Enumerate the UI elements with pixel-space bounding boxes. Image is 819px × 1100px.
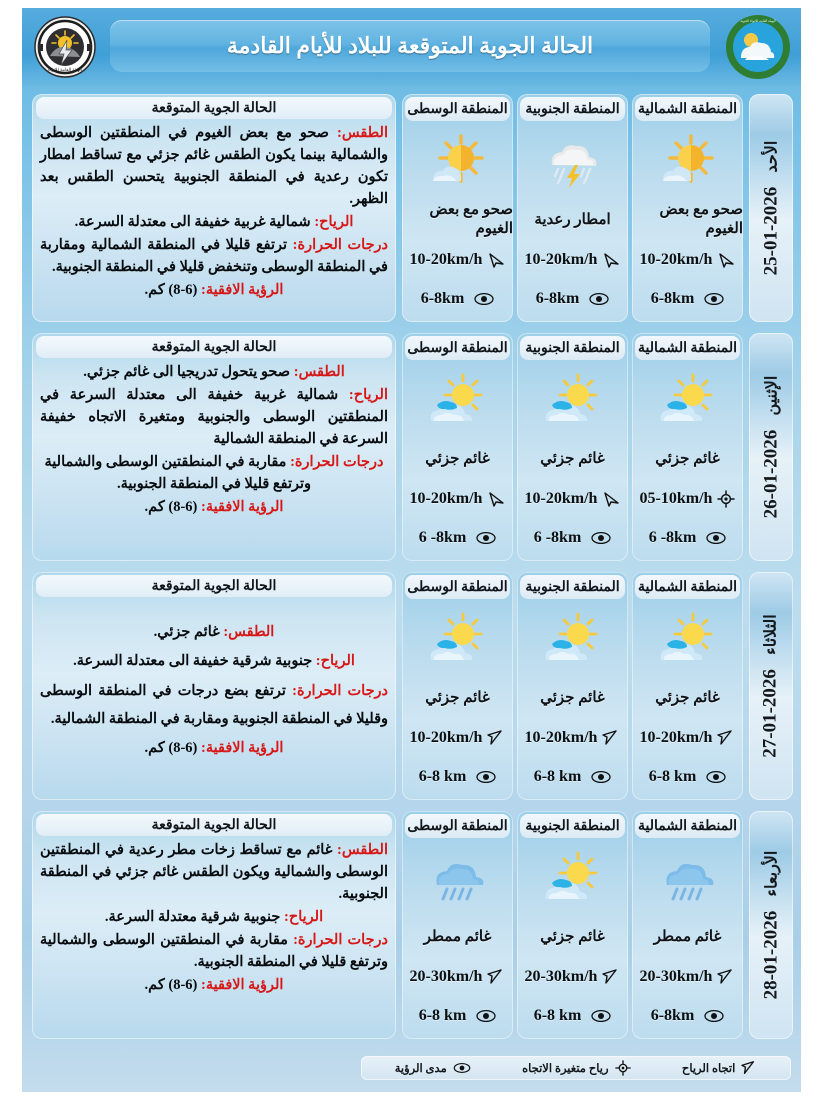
region-card-south [517,811,628,1039]
region-title-text: المنطقة الشمالية [637,340,738,356]
region-title [635,814,740,838]
region-title-text: المنطقة الشمالية [637,101,738,117]
summary-title [36,97,392,119]
wind-label: الرياح: [348,387,388,404]
visibility-eye-icon [591,1009,611,1023]
region-card-north [632,811,743,1039]
legend-bar [361,1056,791,1080]
day-date: 2026-01-28 [760,910,781,1000]
region-title-text: المنطقة الشمالية [637,818,738,834]
condition-text: غائم جزئي [425,689,490,706]
visibility-row [636,525,739,551]
svg-text:الهيئة العامة للانواء: الهيئة العامة للانواء [47,67,83,72]
region-title [635,97,740,121]
weather-label: الطقس: [337,125,388,141]
wind-direction-arrow-icon [741,1060,757,1076]
footer [22,1052,801,1092]
rain-cloud-icon [632,841,743,919]
wind-speed: 10-20km/h [409,251,483,268]
legend-label: اتجاه الرياح [681,1063,736,1075]
summary-title [36,575,392,597]
region-title [405,814,510,838]
wind-row [636,963,739,991]
region-title [635,575,740,599]
region-title [520,97,625,121]
temp-text: ترتفع بضع درجات في المنطقة الوسطى وقليلا في المنطقة الجنوبية ومقاربة في المنطقة الشمالية. [40,682,388,727]
visibility-value: 6-8 km [418,768,467,785]
region-title [520,814,625,838]
visibility-row [406,286,509,312]
region-card-middle [402,811,513,1039]
day-name: الأحد [762,140,780,173]
wind-row [521,963,624,991]
weather-text: غائم مع تساقط زخات مطر رعدية في المنطقتين الوسطى والشمالية ويكون الطقس غائم جزئي في المنطقة الجنوبية. [40,842,388,903]
partly-cloudy-icon [632,602,743,680]
region-title [405,336,510,360]
wind-label: الرياح: [284,909,324,926]
region-title-text: المنطقة الوسطى [407,818,508,834]
wind-direction-arrow-icon [602,251,620,269]
day-name: الثلاثاء [762,614,780,655]
weather-label: الطقس: [223,624,275,640]
wind-direction-arrow-icon [487,251,505,269]
condition-text: غائم جزئي [540,689,605,706]
wind-row [406,485,509,513]
summary-temp [40,677,388,734]
visibility-eye-icon [453,1062,471,1074]
visibility-row [406,764,509,790]
condition-text: امطار رعدية [534,211,611,228]
weather-label: الطقس: [293,364,345,380]
region-card-north [632,94,743,322]
region-title [520,575,625,599]
visibility-eye-icon [476,531,496,545]
summary-wind [40,211,388,233]
summary-body [40,600,388,796]
day-row [22,805,801,1044]
visibility-text: (6-8) كم. [144,740,198,757]
region-title [405,97,510,121]
condition-text: غائم ممطر [423,928,492,945]
region-title [405,575,510,599]
summary-weather [40,361,388,383]
visibility-row [521,525,624,551]
visibility-eye-icon [589,292,609,306]
region-card-middle [402,572,513,800]
visibility-text: (6-8) كم. [144,499,198,516]
summary-wind [40,384,388,450]
weather-text: غائم جزئي. [153,624,220,640]
day-row [22,88,801,327]
wind-speed: 20-30km/h [409,968,483,985]
temp-text: ترتفع قليلا في المنطقة الشمالية ومقاربة في المنطقة الوسطى وتنخفض قليلا في المنطقة الجنوبية. [40,237,388,276]
temp-label: درجات الحرارة: [290,454,384,471]
visibility-row [521,764,624,790]
visibility-eye-icon [706,531,726,545]
region-title-text: المنطقة الجنوبية [525,340,620,356]
summary-wind [40,906,388,928]
page-title [110,20,710,72]
day-row [22,327,801,566]
wind-text: شمالية غربية خفيفة الى معتدلة السرعة في المنطقتين الوسطى والجنوبية ومتغيرة الاتجاه خفيفة السرعة في المنطقة الشمالية [40,387,388,448]
visibility-row [636,764,739,790]
condition-text: غائم جزئي [655,689,720,706]
sun-behind-cloud-icon [402,124,513,202]
region-card-middle [402,333,513,561]
wind-speed: 10-20km/h [639,729,713,746]
day-name: الإثنين [762,375,780,416]
wind-direction-arrow-se-icon [717,729,735,747]
summary-title [36,814,392,836]
visibility-value: 6-8km [650,1007,695,1024]
visibility-eye-icon [591,770,611,784]
region-title-text: المنطقة الشمالية [637,579,738,595]
weather-label: الطقس: [337,842,389,858]
wind-direction-arrow-se-icon [602,968,620,986]
day-date: 2026-01-25 [759,186,781,276]
visibility-value: 6-8km [650,290,695,307]
weather-authority-logo-icon [725,14,791,80]
wind-row [521,246,624,274]
summary-visibility [40,974,388,996]
visibility-label: الرؤية الافقية: [201,499,284,516]
partly-cloudy-icon [632,363,743,441]
region-title [635,336,740,360]
region-title-text: المنطقة الجنوبية [525,101,620,117]
wind-speed: 20-30km/h [524,968,598,985]
visibility-label: الرؤية الافقية: [201,740,284,757]
summary-title-text: الحالة الجوية المتوقعة [151,817,277,833]
visibility-eye-icon [476,770,496,784]
summary-visibility [40,734,388,762]
summary-body [40,839,388,1035]
summary-temp [40,451,388,495]
wind-row [636,724,739,752]
visibility-value: 6-8km [420,290,465,307]
summary-title-text: الحالة الجوية المتوقعة [151,100,277,116]
visibility-eye-icon [704,1009,724,1023]
date-strip-day-3 [749,811,793,1039]
temp-text: مقاربة في المنطقتين الوسطى والشمالية وترتفع قليلا في المنطقة الجنوبية. [40,932,388,971]
region-card-north [632,572,743,800]
day-row [22,566,801,805]
region-card-middle [402,94,513,322]
page-title-text: الحالة الجوية المتوقعة للبلاد للأيام القادمة [226,33,594,58]
condition-text: غائم جزئي [655,450,720,467]
visibility-row [521,286,624,312]
region-card-north [632,333,743,561]
forecast-rows [22,88,801,1044]
visibility-text: (6-8) كم. [144,282,198,299]
region-title-text: المنطقة الجنوبية [525,579,620,595]
date-strip-day-2 [749,572,793,800]
summary-card [32,94,396,322]
visibility-row [636,286,739,312]
summary-visibility [40,279,388,301]
wind-speed: 05-10km/h [639,490,713,507]
thunderstorm-rain-icon [517,124,628,202]
wind-direction-arrow-icon [717,251,735,269]
visibility-eye-icon [474,292,494,306]
wind-speed: 10-20km/h [409,729,483,746]
region-card-south [517,333,628,561]
condition-text: صحو مع بعض الغيوم [429,202,513,237]
iraqi-meteorological-organization-seal-icon [34,16,96,78]
visibility-value: 6-8 km [418,1007,467,1024]
visibility-row [636,1003,739,1029]
summary-body [40,122,388,318]
legend-item-visibility [395,1061,471,1075]
variable-wind-crosshair-icon [615,1060,631,1076]
rain-cloud-icon [402,841,513,919]
summary-card [32,572,396,800]
wind-direction-arrow-se-icon [487,968,505,986]
temp-label: درجات الحرارة: [293,932,388,949]
visibility-value: 6-8 km [533,768,582,785]
date-strip-day-0 [749,94,793,322]
summary-weather [40,839,388,905]
visibility-eye-icon [704,292,724,306]
summary-title-text: الحالة الجوية المتوقعة [151,339,277,355]
legend-label: رياح متغيرة الاتجاه [522,1063,609,1075]
region-title-text: المنطقة الوسطى [407,101,508,117]
visibility-value: 6 -8km [533,529,582,546]
visibility-text: (6-8) كم. [144,977,198,994]
day-date: 2026-01-27 [759,669,781,758]
wind-speed: 20-30km/h [639,968,713,985]
region-title-text: المنطقة الوسطى [407,340,508,356]
wind-direction-arrow-icon [602,490,620,508]
wind-text: شمالية غربية خفيفة الى معتدلة السرعة. [74,214,311,231]
forecast-poster [22,8,801,1092]
temp-label: درجات الحرارة: [292,237,388,254]
visibility-row [406,525,509,551]
visibility-label: الرؤية الافقية: [201,282,284,299]
visibility-value: 6-8 km [648,768,697,785]
summary-card [32,333,396,561]
condition-text: غائم ممطر [653,928,722,945]
wind-row [636,485,739,513]
wind-text: جنوبية شرقية خفيفة الى معتدلة السرعة. [73,653,313,670]
legend-item-variable-wind [522,1060,630,1076]
header [22,8,801,86]
legend-item-wind-direction [682,1060,757,1076]
svg-text:الهيئة العامة للانواء الجوية: الهيئة العامة للانواء الجوية [740,19,776,23]
partly-cloudy-icon [517,841,628,919]
region-title-text: المنطقة الوسطى [407,579,508,595]
wind-speed: 10-20km/h [524,729,598,746]
visibility-value: 6-8 km [533,1007,582,1024]
legend-label: مدى الرؤية [394,1063,447,1075]
visibility-row [406,1003,509,1029]
partly-cloudy-icon [517,602,628,680]
wind-row [636,246,739,274]
wind-row [521,485,624,513]
wind-speed: 10-20km/h [409,490,483,507]
wind-row [406,724,509,752]
visibility-eye-icon [591,531,611,545]
visibility-value: 6 -8km [418,529,467,546]
condition-text: غائم جزئي [540,450,605,467]
weather-text: صحو مع بعض الغيوم في المنطقتين الوسطى والشمالية بينما يكون الطقس غائم جزئي مع تساقط امطار تكون رعدية في المنطقة الجنوبية يتحسن الطقس بعد الظهر. [40,125,388,208]
wind-direction-arrow-se-icon [717,968,735,986]
partly-cloudy-icon [517,363,628,441]
wind-speed: 10-20km/h [524,251,598,268]
wind-row [406,963,509,991]
wind-speed: 10-20km/h [524,490,598,507]
summary-temp [40,929,388,973]
summary-weather [40,122,388,210]
summary-temp [40,234,388,278]
region-title-text: المنطقة الجنوبية [525,818,620,834]
summary-card [32,811,396,1039]
sun-behind-cloud-icon [632,124,743,202]
summary-body [40,361,388,557]
region-card-south [517,94,628,322]
wind-row [521,724,624,752]
visibility-eye-icon [476,1009,496,1023]
visibility-value: 6-8km [535,290,580,307]
wind-text: جنوبية شرقية معتدلة السرعة. [104,909,281,926]
wind-speed: 10-20km/h [639,251,713,268]
region-card-south [517,572,628,800]
temp-text: مقاربة في المنطقتين الوسطى والشمالية وترتفع قليلا في المنطقة الجنوبية. [44,454,312,493]
wind-direction-arrow-se-icon [602,729,620,747]
partly-cloudy-icon [402,363,513,441]
visibility-eye-icon [706,770,726,784]
temp-label: درجات الحرارة: [292,682,389,699]
wind-direction-arrow-icon [487,490,505,508]
wind-label: الرياح: [315,653,355,670]
condition-text: صحو مع بعض الغيوم [659,202,743,237]
wind-row [406,246,509,274]
visibility-value: 6 -8km [648,529,697,546]
weather-text: صحو يتحول تدريجيا الى غائم جزئي. [83,364,291,380]
condition-text: غائم جزئي [425,450,490,467]
visibility-row [521,1003,624,1029]
summary-title [36,336,392,358]
summary-weather [40,618,388,646]
day-name: الأربعاء [763,850,780,897]
wind-direction-arrow-se-icon [487,729,505,747]
summary-visibility [40,496,388,518]
region-title [520,336,625,360]
summary-wind [40,647,388,675]
day-date: 2026-01-26 [759,429,781,519]
summary-title-text: الحالة الجوية المتوقعة [151,578,277,594]
condition-text: غائم جزئي [540,928,605,945]
wind-label: الرياح: [314,214,354,231]
visibility-label: الرؤية الافقية: [201,977,284,994]
date-strip-day-1 [749,333,793,561]
partly-cloudy-icon [402,602,513,680]
variable-wind-crosshair-icon [717,490,735,508]
